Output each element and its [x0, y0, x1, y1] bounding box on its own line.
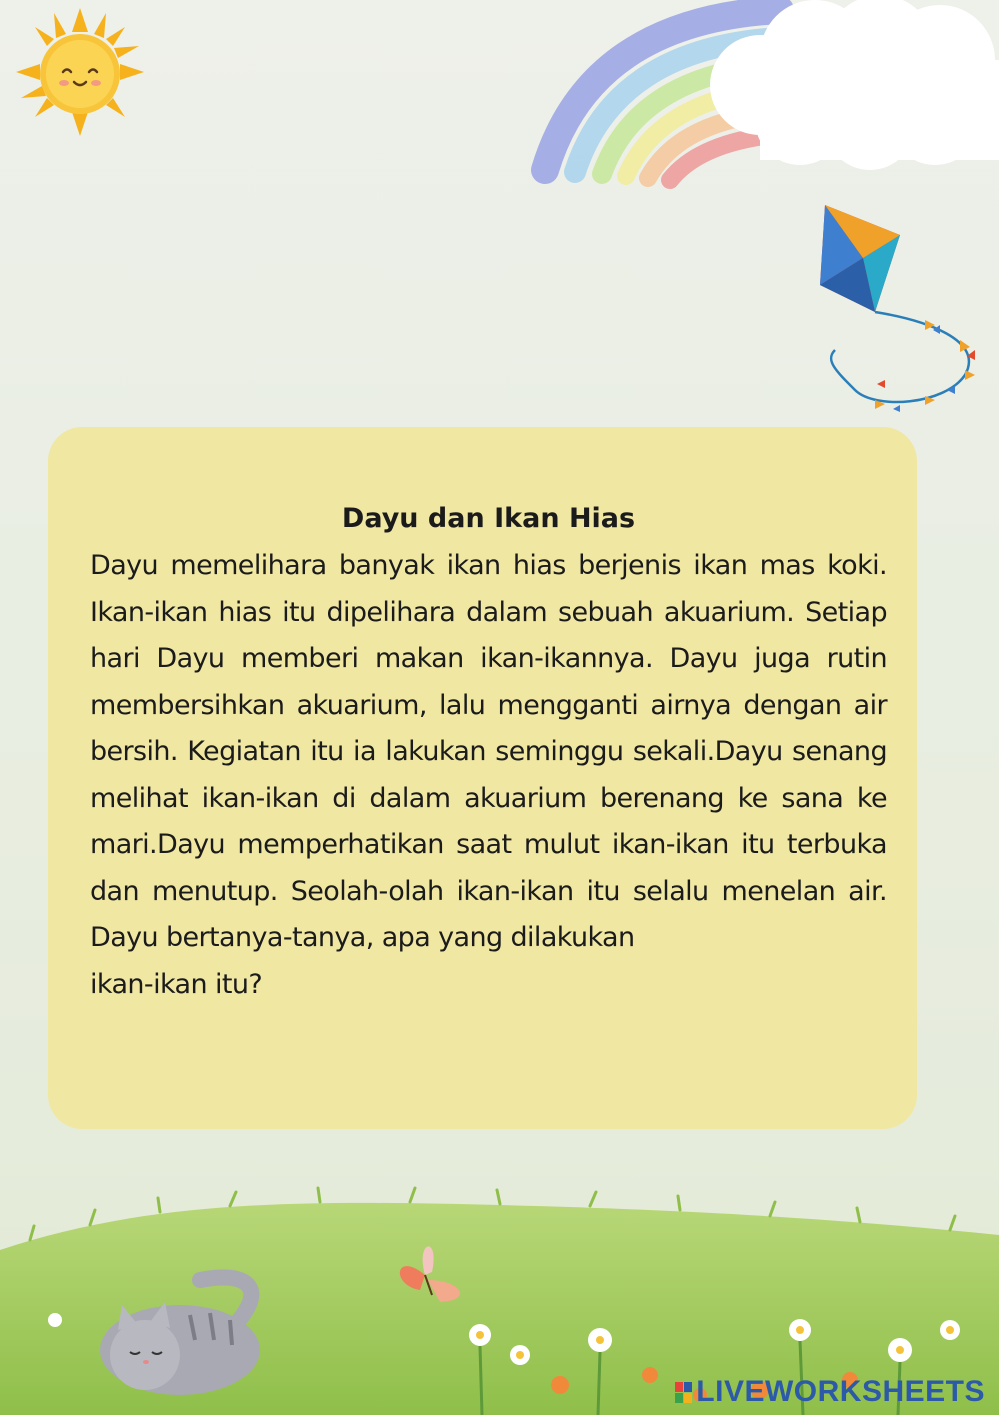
story-title: Dayu dan Ikan Hias: [341, 503, 636, 534]
logo-mark-icon: [675, 1382, 692, 1403]
logo-text: LIVEWORKSHEETS: [696, 1375, 985, 1408]
story-tail: ikan-ikan itu?: [90, 968, 263, 1000]
liveworksheets-logo[interactable]: [675, 1375, 985, 1409]
sun-icon: [16, 8, 144, 136]
cloud-icon: [700, 0, 999, 175]
story-card: [48, 427, 917, 1129]
story-body: Dayu memelihara banyak ikan hias berjenis ikan mas koki. Ikan-ikan hias itu dipelihara dalam sebuah akuarium. Setiap hari Dayu memberi makan ikan-ikannya. Dayu juga rutin membersihkan akuarium, lalu mengganti airnya dengan air bersih. Kegiatan itu ia lakukan seminggu sekali.Dayu senang melihat ikan-ikan di dalam akuarium berenang ke sana ke mari.Dayu memperhatikan saat mulut ikan-ikan itu terbuka dan menutup. Seolah-olah ikan-ikan itu selalu menelan air. Dayu bertanya-tanya, apa yang dilakukan: [90, 550, 887, 953]
kite-icon: [815, 200, 990, 420]
